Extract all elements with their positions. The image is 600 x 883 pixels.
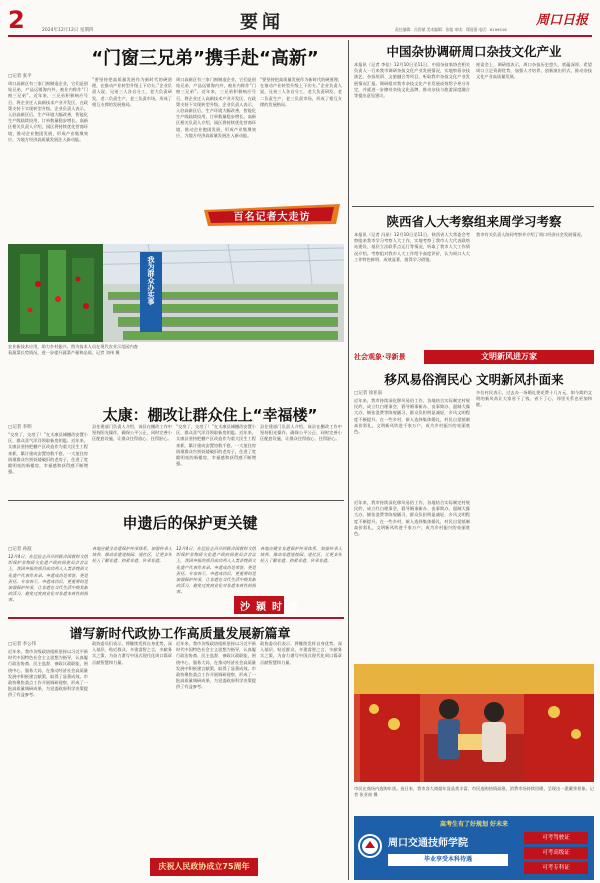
body-customs-col2: 多位村民表示，过去办一场婚礼要花费十几万元，如今简约文明的新风尚让大家省下了钱、省下了心，邻里关系也更加和睦。 xyxy=(476,390,592,408)
body-cppcc-work-col4: 政协委员们表示，将继续发挥自身优势，深入基层、贴近群众，多建睿智之言，多献务实之策，为奋力谱写中国式现代化周口篇章贡献智慧和力量。 xyxy=(260,641,342,665)
body-heritage-col4: 各地应健全非遗保护传承体系，加强传承人培养，推动非遗进校园、进社区，让更多年轻人了解非遗、热爱非遗、传承非遗。 xyxy=(260,546,342,564)
headline-taikang: 太康：棚改让群众住上“幸福楼” xyxy=(102,406,318,424)
column-divider xyxy=(348,40,349,880)
body-acrobatics-col1: 本报讯（记者 李佳）12月10日至11日，中国杂技家协会相关负责人一行来我市调研杂技文化产业发展情况，实地察看杂技演艺、杂技培训、文旅融合等项目，听取我市杂技文化产业发展情况汇报。调研组对我市杂技文化产业发展成效给予充分肯定，并就进一步擦亮杂技文化品牌、推动杂技与旅游深度融合等提出意见建议。 xyxy=(354,62,470,99)
ad-item: 可考高级证 xyxy=(524,847,588,859)
headline-customs: 移风易俗润民心 文明新风扑面来 xyxy=(384,372,564,387)
headline-heritage: 申遗后的保护更关键 xyxy=(122,514,258,532)
body-windows-col4: “要坚持把高质量发展作为新时代的硬道理，在推动产业转型升级上下功夫。”企业负责人说，兄弟三人各自分工，老大负责研发，老二负责生产，老三负责市场，形成了相互支撑的发展格局。 xyxy=(260,77,342,107)
body-customs-col1: 近年来，我市持续深化移风易俗工作，各地结合实际制定村规民约，成立红白理事会，倡导婚事新办、丧事简办，遏制大操大办、铺张浪费等陈规陋习，群众负担明显减轻，乡风文明程度不断提升。在一些乡村，新人选择集体婚礼，村民自觉抵制高价彩礼，文明新风吹进千家万户，成为乡村振兴的亮丽底色。 xyxy=(354,398,470,435)
page-number: 2 xyxy=(8,6,25,34)
byline-cppcc-work: □记者 李公伟 xyxy=(8,642,37,647)
divider-3 xyxy=(352,206,594,207)
column-label: 社会观象·寻新景 文明新风进万家 xyxy=(354,350,594,364)
date-line: 2024年12月12日 星期四 xyxy=(42,28,94,33)
body-cppcc-work-col2: 政协委员们表示，将继续发挥自身优势，深入基层、贴近群众，多建睿智之言，多献务实之策，为奋力谱写中国式现代化周口篇章贡献智慧和力量。 xyxy=(92,641,172,665)
photo-tag: 我为群众办实事 xyxy=(140,252,162,332)
byline-windows: □记者 张平 xyxy=(8,74,32,79)
headline-windows: “门窗三兄弟”携手赴“高新” xyxy=(91,48,319,69)
body-taikang-col4: 县住建部门负责人介绍，该县在棚改工作中坚持阳光操作，确保公平公正，同时完善小区配套设施，让群众住得放心、住得舒心。 xyxy=(260,424,342,442)
divider-1 xyxy=(8,500,344,501)
reporter-banner xyxy=(200,200,344,228)
body-heritage-col3: 12月4日，在巴拉圭召开的联合国教科文组织保护非物质文化遗产政府间委员会会议上，我国申报的项目成功列入人类非物质文化遗产代表作名录。申遗成功是荣誉，更是责任。专家表示，申遗成功后，更重要的是加强保护传承，让非遗在当代生活中焕发新的活力，避免过度商业化对非遗本真性的损害。 xyxy=(176,546,256,595)
body-taikang-col3: “交房了，交房了！”在太康县城棚改安置小区，群众喜气洋洋领取新房钥匙。近年来，太康县坚持把棚户区改造作为重大民生工程来抓，累计建成安置房数千套，一大批住房困难群众告别低矮破旧的老房子，住进了宽敞明亮的新楼房，幸福感和获得感不断增强。 xyxy=(176,424,256,467)
masthead-rule xyxy=(8,35,592,37)
headline-shaanxi: 陕西省人大考察组来周学习考察 xyxy=(386,214,562,229)
ad-school-name: 周口交通技师学院 xyxy=(388,838,468,849)
editors-line: 责任编辑：冯智斌 美术编辑：张聪 审读：郑国强 电话：6199516 xyxy=(395,27,507,32)
headline-cppcc-work: 谱写新时代政协工作高质量发展新篇章 xyxy=(69,627,291,642)
reporter-banner-label: 百名记者大走访 xyxy=(233,212,311,223)
greenhouse-caption: 农业新技术应用，助力乡村振兴。图为技术人员在现代农业示范园内查看蔬菜长势情况，进一步提升蔬菜产量和品质。记者 刘伟 摄 xyxy=(8,344,138,356)
body-taikang-col1: “交房了，交房了！”在太康县城棚改安置小区，群众喜气洋洋领取新房钥匙。近年来，太康县坚持把棚户区改造作为重大民生工程来抓，累计建成安置房数千套，一大批住房困难群众告别低矮破旧的老房子，住进了宽敞明亮的新楼房，幸福感和获得感不断增强。 xyxy=(8,432,88,475)
body-taikang-col2: 县住建部门负责人介绍，该县在棚改工作中坚持阳光操作，确保公平公正，同时完善小区配套设施，让群众住得放心、住得舒心。 xyxy=(92,424,172,442)
commentary-badge: 沙颍时评 xyxy=(234,596,344,614)
body-shaanxi-col2: 我市有关负责人陪同考察并介绍了周口经济社会发展情况。 xyxy=(476,232,585,237)
section-title: 要闻 xyxy=(240,12,284,33)
body-customs-col1b: 近年来，我市持续深化移风易俗工作，各地结合实际制定村规民约，成立红白理事会，倡导婚事新办、丧事简办，遏制大操大办、铺张浪费等陈规陋习，群众负担明显减轻，乡风文明程度不断提升。在一些乡村，新人选择集体婚礼，村民自觉抵制高价彩礼，文明新风吹进千家万户，成为乡村振兴的亮丽底色。 xyxy=(354,500,470,537)
greenhouse-photo xyxy=(8,244,344,342)
ad-item: 可考驾驶证 xyxy=(524,832,588,844)
byline-taikang: □记者 李明 xyxy=(8,425,32,430)
body-shaanxi-col1: 本报讯（记者 冯星）12月10日至11日，陕西省人大常委会考察组来我市学习考察人大工作，实地考察了我市人大代表联络站建设、基层立法联系点运行等情况，听取了我市人大工作情况介绍。考察组对我市人大工作给予高度评价，认为周口人大工作特色鲜明、成效显著，值得学习借鉴。 xyxy=(354,232,470,262)
body-acrobatics-col2: 座谈会上，调研组表示，周口杂技历史悠久、底蕴深厚，希望周口立足资源优势，加强人才培养，创新演出形式，推动杂技文化产业高质量发展。 xyxy=(476,62,592,80)
divider-2 xyxy=(8,617,344,619)
school-ad xyxy=(354,816,594,880)
body-cppcc-work-col3: 近年来，我市各级政协组织坚持以习近平新时代中国特色社会主义思想为指导，认真履行政治协商、民主监督、参政议政职能，围绕中心、服务大局，在推动经济社会高质量发展中积极建言献策，取得了显著成效。市政协聚焦重点工作开展调研视察，形成了一批高质量调研成果，为党委政府科学决策提供了有益参考。 xyxy=(176,641,256,690)
body-windows-col3: 周口高新区有三家门窗制造企业，它们是创始兄弟，产品远销海内外，被业内称作“门窗三兄弟”。近年来，三兄弟积极响应号召，将企业迁入高新技术产业开发区，在政策支持下实现转型升级。企业负责人表示，入驻高新区后，生产环境大幅改善，智能化生产线陆续投用，订单数量稳步增长。高新区相关负责人介绍，园区将持续优化营商环境，推动企业抱团发展，形成产业集聚效应，为地方经济高质量发展注入新动能。 xyxy=(176,77,256,138)
byline-customs: □记者 徐亚南 xyxy=(354,391,383,396)
headline-acrobatics: 中国杂协调研周口杂技文化产业 xyxy=(386,44,562,59)
shopping-photo xyxy=(354,664,594,782)
body-windows-col2: “要坚持把高质量发展作为新时代的硬道理，在推动产业转型升级上下功夫。”企业负责人说，兄弟三人各自分工，老大负责研发，老二负责生产，老三负责市场，形成了相互支撑的发展格局。 xyxy=(92,77,172,107)
ad-subtitle: 毕业享受本科待遇 xyxy=(388,854,508,866)
body-cppcc-work-col1: 近年来，我市各级政协组织坚持以习近平新时代中国特色社会主义思想为指导，认真履行政治协商、民主监督、参政议政职能，围绕中心、服务大局，在推动经济社会高质量发展中积极建言献策，取得了显著成效。市政协聚焦重点工作开展调研视察，形成了一批高质量调研成果，为党委政府科学决策提供了有益参考。 xyxy=(8,649,88,698)
body-heritage-col2: 各地应健全非遗保护传承体系，加强传承人培养，推动非遗进校园、进社区，让更多年轻人了解非遗、热爱非遗、传承非遗。 xyxy=(92,546,172,564)
newspaper-logo: 周口日报 xyxy=(536,13,589,28)
ad-items xyxy=(524,832,588,874)
anniversary-banner: 庆祝人民政协成立75周年 xyxy=(150,858,258,876)
shopping-caption: 市民在商场内选购年货。连日来，我市各大商超年货品类丰富，市民选购热情高涨，消费市场持续回暖，呈现出一派繁荣景象。记者 张亚南 摄 xyxy=(354,786,594,798)
byline-heritage: □记者 孙波 xyxy=(8,547,32,552)
body-windows-col1: 周口高新区有三家门窗制造企业，它们是创始兄弟，产品远销海内外，被业内称作“门窗三兄弟”。近年来，三兄弟积极响应号召，将企业迁入高新技术产业开发区，在政策支持下实现转型升级。企业负责人表示，入驻高新区后，生产环境大幅改善，智能化生产线陆续投用，订单数量稳步增长。高新区相关负责人介绍，园区将持续优化营商环境，推动企业抱团发展，形成产业集聚效应，为地方经济高质量发展注入新动能。 xyxy=(8,81,88,142)
ad-slogan: 高考生有了好规划 好未来 xyxy=(439,821,509,828)
school-logo xyxy=(358,834,382,858)
body-heritage-col1: 12月4日，在巴拉圭召开的联合国教科文组织保护非物质文化遗产政府间委员会会议上，我国申报的项目成功列入人类非物质文化遗产代表作名录。申遗成功是荣誉，更是责任。专家表示，申遗成功后，更重要的是加强保护传承，让非遗在当代生活中焕发新的活力，避免过度商业化对非遗本真性的损害。 xyxy=(8,554,88,603)
ad-item: 可考专科证 xyxy=(524,862,588,874)
